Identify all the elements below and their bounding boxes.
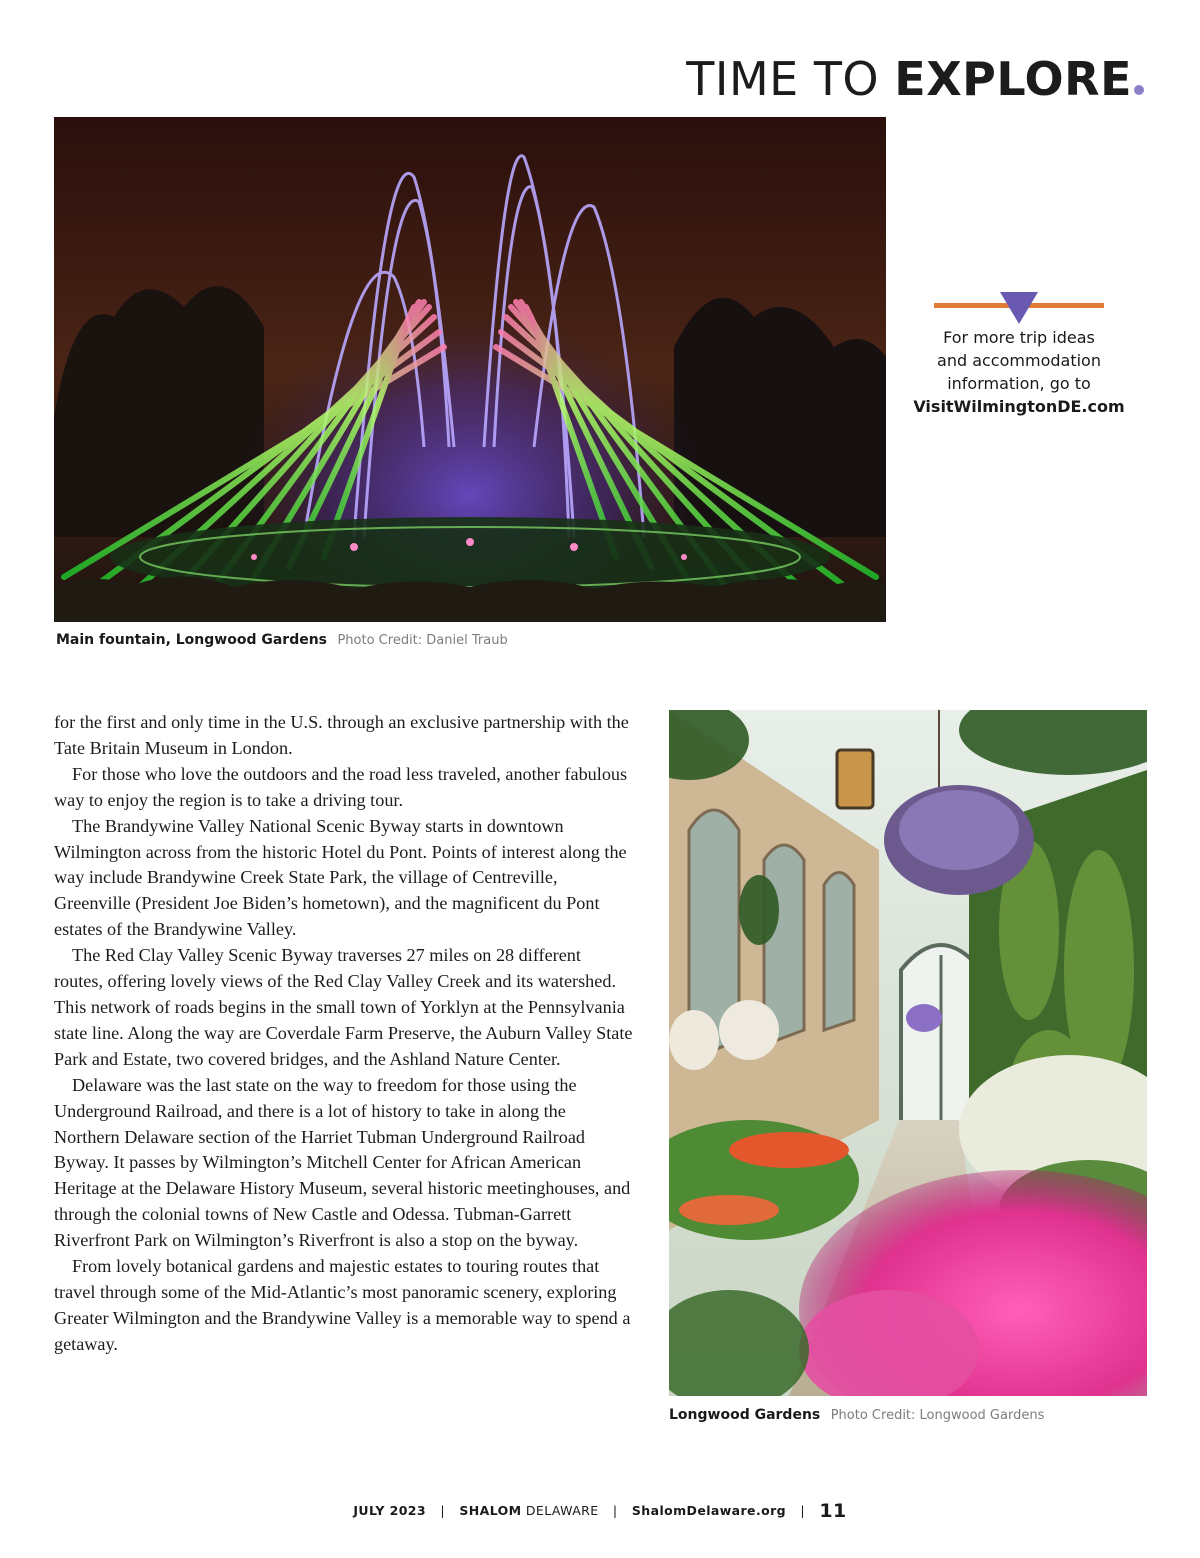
article-paragraph: From lovely botanical gardens and majestic estates to touring routes that travel through some of the Mid-Atlantic’s most panoramic scenery, exploring Greater Wilmington and the Brandywine Valley is a memorable way to spend a getaway.	[54, 1256, 631, 1354]
headline-bold: EXPLORE	[894, 52, 1132, 106]
callout-divider	[912, 292, 1126, 326]
callout-line-2: and accommodation	[937, 351, 1101, 370]
headline-light: TIME TO	[686, 52, 880, 106]
gardens-photo	[669, 710, 1147, 1396]
fountain-caption	[56, 632, 508, 648]
article-paragraph: The Red Clay Valley Scenic Byway traverses 27 miles on 28 different routes, offering lovely views of the Red Clay Valley Creek and its watershed. This network of roads begins in the small town of Yorklyn at the Pennsylvania state line. Along the way are Coverdale Farm Preserve, the Auburn Valley State Park and Estate, two covered bridges, and the Ashland Nature Center.	[54, 945, 633, 1069]
gardens-caption-credit: Photo Credit: Longwood Gardens	[830, 1408, 1045, 1423]
trip-ideas-callout	[912, 292, 1126, 418]
triangle-down-icon	[1000, 292, 1038, 324]
callout-website-link[interactable]: VisitWilmingtonDE.com	[913, 397, 1125, 416]
footer-brand-light: DELAWARE	[525, 1503, 599, 1518]
page-headline	[686, 52, 1144, 106]
article-paragraph: Delaware was the last state on the way to freedom for those using the Underground Railroad, and there is a lot of history to take in along the Northern Delaware section of the Harriet Tubman Underground Railroad Byway. It passes by Wilmington’s Mitchell Center for African American Heritage at the Delaware History Museum, several historic meetinghouses, and through the colonial towns of New Castle and Odessa. Tubman-Garrett Riverfront Park on Wilmington’s Riverfront is also a stop on the byway.	[54, 1074, 631, 1251]
footer-separator: |	[800, 1503, 805, 1518]
article-body	[54, 710, 634, 1358]
callout-line-3: information, go to	[947, 374, 1091, 393]
article-paragraph: For those who love the outdoors and the road less traveled, another fabulous way to enjoy the region is to take a driving tour.	[54, 763, 628, 810]
headline-dot-icon	[1134, 85, 1144, 95]
footer-brand-bold: SHALOM	[459, 1503, 522, 1518]
fountain-caption-credit: Photo Credit: Daniel Traub	[337, 633, 508, 648]
article-paragraph: The Brandywine Valley National Scenic Byway starts in downtown Wilmington across from the historic Hotel du Pont. Points of interest along the way include Brandywine Creek State Park, the village of Centreville, Greenville (President Joe Biden’s hometown), and the magnificent du Pont estates of the Brandywine Valley.	[54, 815, 627, 940]
fountain-photo	[54, 117, 886, 622]
page-footer	[0, 1500, 1200, 1522]
article-paragraph: for the first and only time in the U.S. through an exclusive partnership with the Tate Britain Museum in London.	[54, 712, 629, 758]
callout-line-1: For more trip ideas	[943, 328, 1095, 347]
fountain-caption-title: Main fountain, Longwood Gardens	[56, 632, 328, 648]
footer-separator: |	[612, 1503, 618, 1518]
gardens-caption	[669, 1407, 1044, 1423]
page-number: 11	[819, 1500, 847, 1522]
footer-site-link[interactable]: ShalomDelaware.org	[631, 1503, 786, 1518]
gardens-caption-title: Longwood Gardens	[669, 1407, 821, 1423]
footer-date: JULY 2023	[353, 1503, 426, 1518]
footer-separator: |	[440, 1503, 445, 1518]
